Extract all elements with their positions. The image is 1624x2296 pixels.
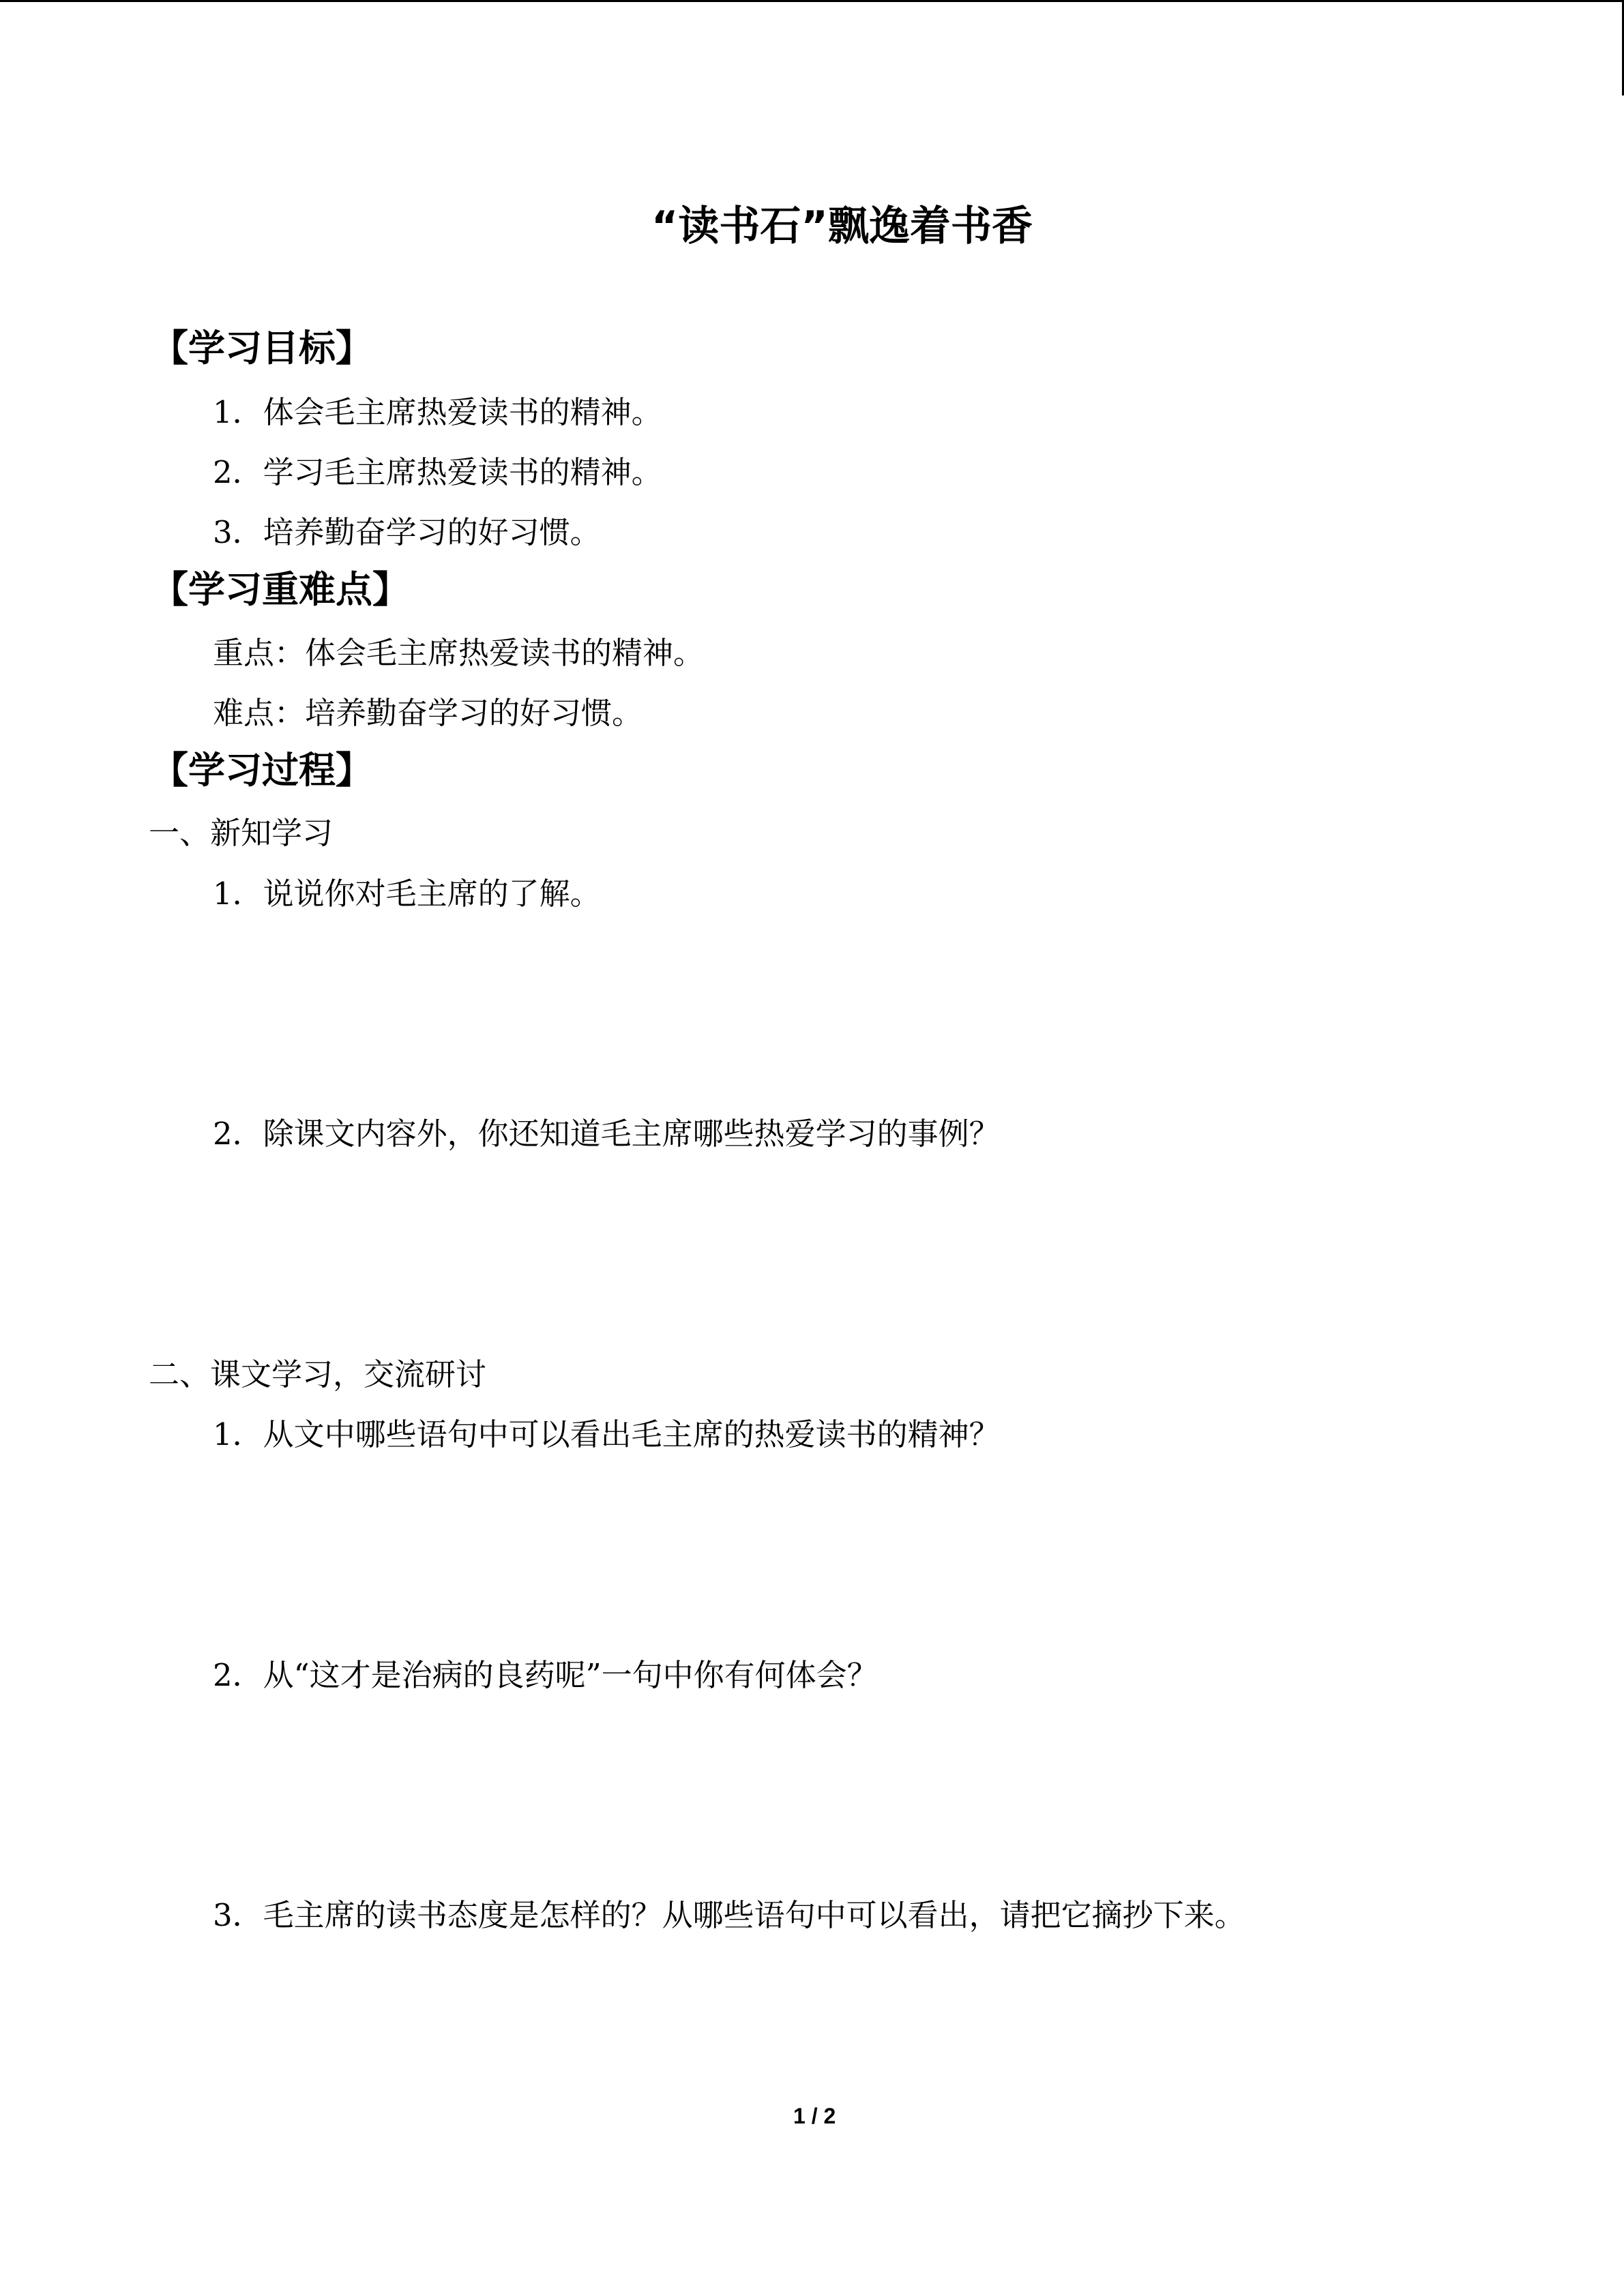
document-title: “读书石”飘逸着书香 bbox=[651, 203, 1033, 250]
page-number: 1 / 2 bbox=[793, 2104, 836, 2128]
objective-item-2: 2．学习毛主席热爱读书的精神。 bbox=[213, 454, 662, 490]
key-point-focus: 重点：体会毛主席热爱读书的精神。 bbox=[213, 635, 705, 671]
part1-question-2: 2．除课文内容外，你还知道毛主席哪些热爱学习的事例？ bbox=[213, 1116, 1000, 1152]
top-border bbox=[0, 0, 1624, 2]
process-heading: 【学习过程】 bbox=[151, 749, 372, 792]
key-points-heading: 【学习重难点】 bbox=[151, 568, 409, 611]
part1-heading: 一、新知学习 bbox=[149, 815, 334, 851]
part2-question-1: 1．从文中哪些语句中可以看出毛主席的热爱读书的精神？ bbox=[213, 1416, 1000, 1452]
objectives-heading: 【学习目标】 bbox=[151, 327, 372, 370]
part1-question-1: 1．说说你对毛主席的了解。 bbox=[213, 876, 601, 912]
part2-heading: 二、课文学习，交流研讨 bbox=[149, 1356, 487, 1392]
key-point-difficulty: 难点：培养勤奋学习的好习惯。 bbox=[213, 695, 643, 731]
part2-question-3: 3．毛主席的读书态度是怎样的？从哪些语句中可以看出，请把它摘抄下来。 bbox=[213, 1897, 1245, 1933]
objective-item-3: 3．培养勤奋学习的好习惯。 bbox=[213, 514, 601, 550]
objective-item-1: 1．体会毛主席热爱读书的精神。 bbox=[213, 394, 662, 430]
part2-question-2: 2．从“这才是治病的良药呢”一句中你有何体会？ bbox=[213, 1657, 878, 1693]
